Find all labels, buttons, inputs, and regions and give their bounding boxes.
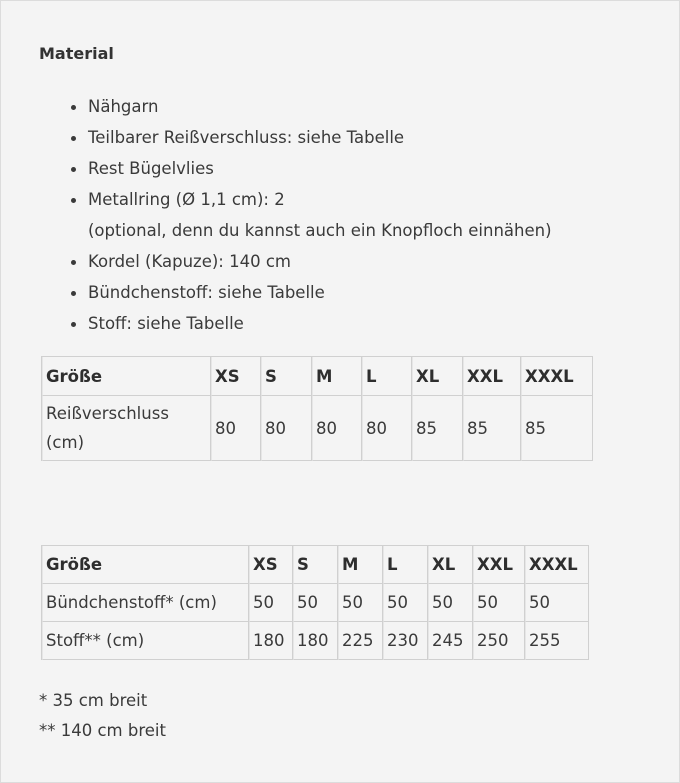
table-cell: 180 [293, 622, 338, 660]
table-header-cell: XXL [463, 357, 521, 396]
table-header-row [42, 357, 593, 396]
table-cell: 180 [249, 622, 293, 660]
list-item: Bündchenstoff: siehe Tabelle [71, 277, 552, 308]
table-cell: 80 [362, 396, 412, 461]
list-item: Rest Bügelvlies [71, 153, 552, 184]
table-cell: 80 [312, 396, 362, 461]
section-heading: Material [39, 44, 114, 63]
fabric-size-table [41, 545, 589, 660]
table-cell: 50 [338, 584, 383, 622]
list-item-note: (optional, denn du kannst auch ein Knopfloch einnähen) [88, 221, 552, 240]
table-header-cell: XS [249, 546, 293, 584]
table-header-cell: XXXL [521, 357, 593, 396]
table-cell: 80 [261, 396, 312, 461]
list-item: Stoff: siehe Tabelle [71, 308, 552, 339]
table-header-row [42, 546, 589, 584]
table-cell: 255 [525, 622, 589, 660]
table-cell: 245 [428, 622, 473, 660]
table-row [42, 622, 589, 660]
table-header-cell: M [338, 546, 383, 584]
row-label: Stoff** (cm) [42, 622, 249, 660]
table-header-cell: Größe [42, 546, 249, 584]
table-cell: 50 [383, 584, 428, 622]
table-cell: 85 [521, 396, 593, 461]
table-row [42, 584, 589, 622]
table-cell: 85 [463, 396, 521, 461]
table-header-cell: S [293, 546, 338, 584]
table-cell: 230 [383, 622, 428, 660]
table-header-cell: XL [412, 357, 463, 396]
footnote: * 35 cm breit [39, 691, 148, 710]
list-item: Teilbarer Reißverschluss: siehe Tabelle [71, 122, 552, 153]
table-header-cell: XXL [473, 546, 525, 584]
table-cell: 50 [428, 584, 473, 622]
table-cell: 50 [473, 584, 525, 622]
table-cell: 50 [525, 584, 589, 622]
table-header-cell: M [312, 357, 362, 396]
table-cell: 225 [338, 622, 383, 660]
table-cell: 50 [249, 584, 293, 622]
table-row [42, 396, 593, 461]
table-header-cell: L [383, 546, 428, 584]
materials-list [71, 91, 552, 339]
table-header-cell: Größe [42, 357, 211, 396]
table-header-cell: XL [428, 546, 473, 584]
table-cell: 80 [211, 396, 261, 461]
list-item: Nähgarn [71, 91, 552, 122]
table-header-cell: XXXL [525, 546, 589, 584]
row-label: Reißverschluss (cm) [42, 396, 211, 461]
table-cell: 50 [293, 584, 338, 622]
table-header-cell: XS [211, 357, 261, 396]
list-item: Kordel (Kapuze): 140 cm [71, 246, 552, 277]
row-label: Bündchenstoff* (cm) [42, 584, 249, 622]
zipper-size-table [41, 356, 593, 461]
footnote: ** 140 cm breit [39, 721, 166, 740]
table-header-cell: L [362, 357, 412, 396]
table-header-cell: S [261, 357, 312, 396]
list-item: Metallring (Ø 1,1 cm): 2 (optional, denn du kannst auch ein Knopfloch einnähen) [71, 184, 552, 246]
table-cell: 250 [473, 622, 525, 660]
table-cell: 85 [412, 396, 463, 461]
